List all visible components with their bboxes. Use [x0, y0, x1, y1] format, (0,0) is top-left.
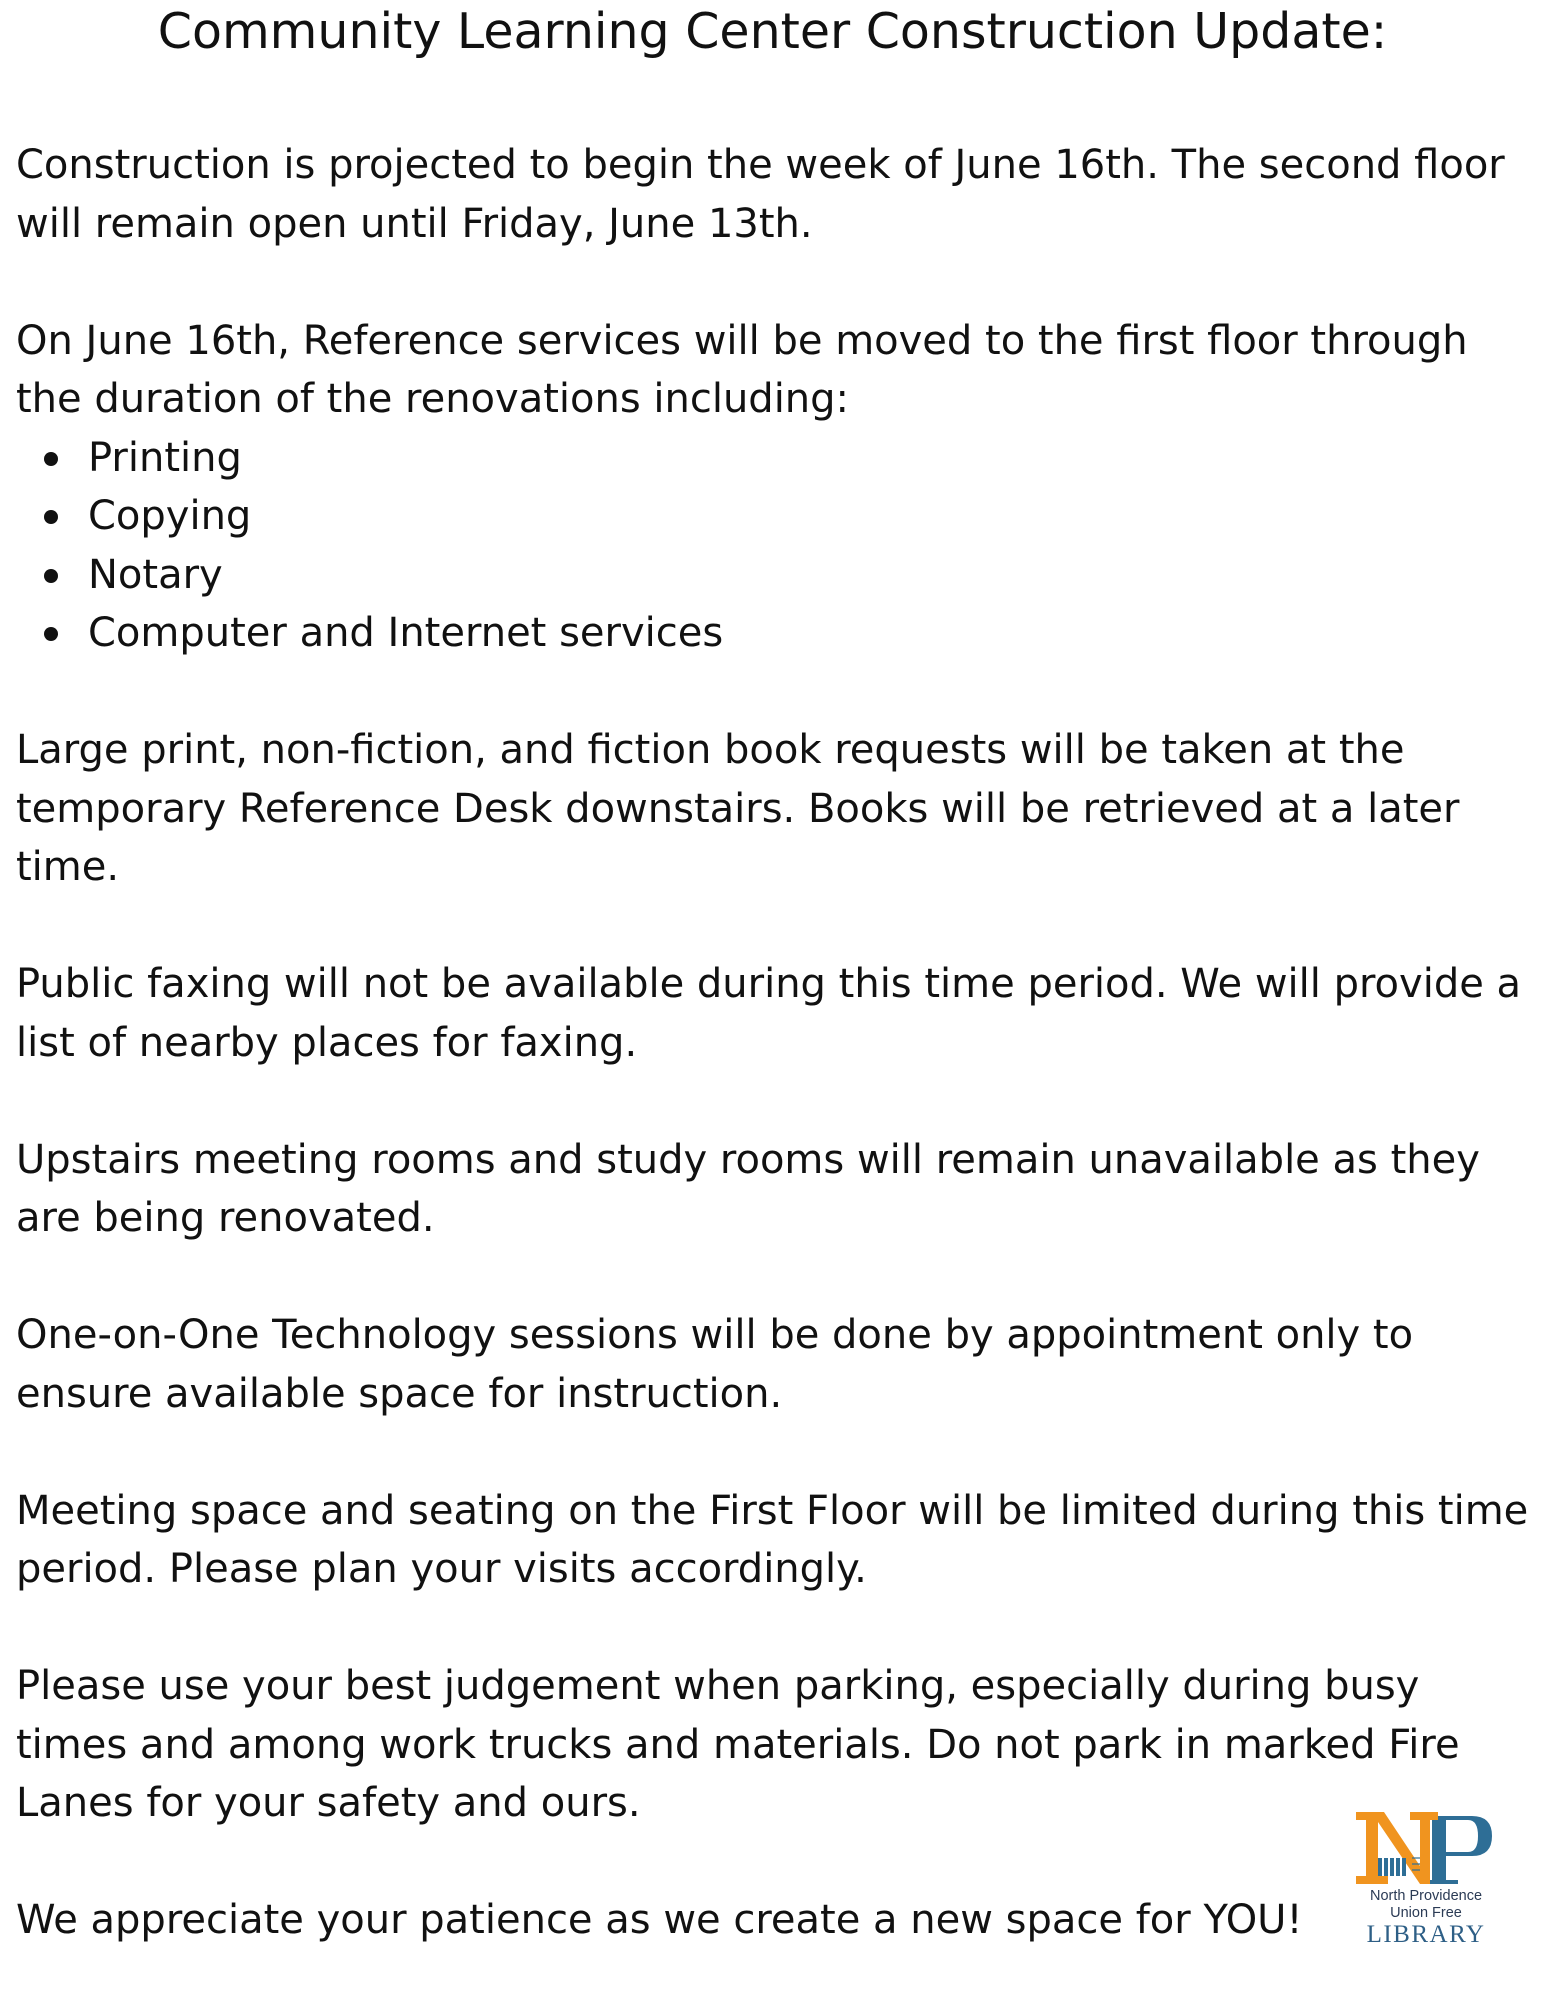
- paragraph-appreciation: We appreciate your patience as we create a new space for YOU!: [16, 1897, 1303, 1943]
- list-item: Computer and Internet services: [16, 604, 1531, 663]
- paragraph-faxing: Public faxing will not be available during this time period. We will provide a list of nearby places for faxing.: [16, 961, 1522, 1066]
- paragraph-parking: Please use your best judgement when parking, especially during busy times and among work trucks and materials. Do not park in marked Fire Lanes for your safety and ours.: [16, 1663, 1460, 1826]
- paragraph-book-requests: Large print, non-fiction, and fiction book requests will be taken at the temporary Reference Desk downstairs. Books will be retrieved at a later time.: [16, 727, 1460, 890]
- paragraph-reference-services: On June 16th, Reference services will be moved to the first floor through the duration of the renovations including:: [16, 317, 1468, 422]
- services-list: [16, 429, 1531, 663]
- list-item: Copying: [16, 487, 1531, 546]
- paragraph-technology-sessions: One-on-One Technology sessions will be done by appointment only to ensure available space for instruction.: [16, 1312, 1414, 1417]
- logo-text-union-free: Union Free: [1390, 1905, 1462, 1921]
- notice-body: [16, 136, 1531, 2008]
- paragraph-meeting-rooms: Upstairs meeting rooms and study rooms will remain unavailable as they are being renovated.: [16, 1136, 1480, 1241]
- logo-text-library: LIBRARY: [1366, 1921, 1486, 1948]
- list-item: Printing: [16, 429, 1531, 488]
- logo-text-north-providence: North Providence: [1369, 1888, 1483, 1904]
- logo-books: [1378, 1858, 1406, 1876]
- paragraph-construction-start: Construction is projected to begin the week of June 16th. The second floor will remain open until Friday, June 13th.: [16, 142, 1505, 247]
- np-monogram-icon: [1354, 1808, 1494, 1886]
- logo-letter-p: [1420, 1816, 1492, 1884]
- paragraph-first-floor-seating: Meeting space and seating on the First Floor will be limited during this time period. Please plan your visits accordingly.: [16, 1487, 1529, 1592]
- page-title: Community Learning Center Construction Update:: [157, 3, 1388, 60]
- library-logo: [1342, 1808, 1510, 1948]
- list-item: Notary: [16, 546, 1531, 605]
